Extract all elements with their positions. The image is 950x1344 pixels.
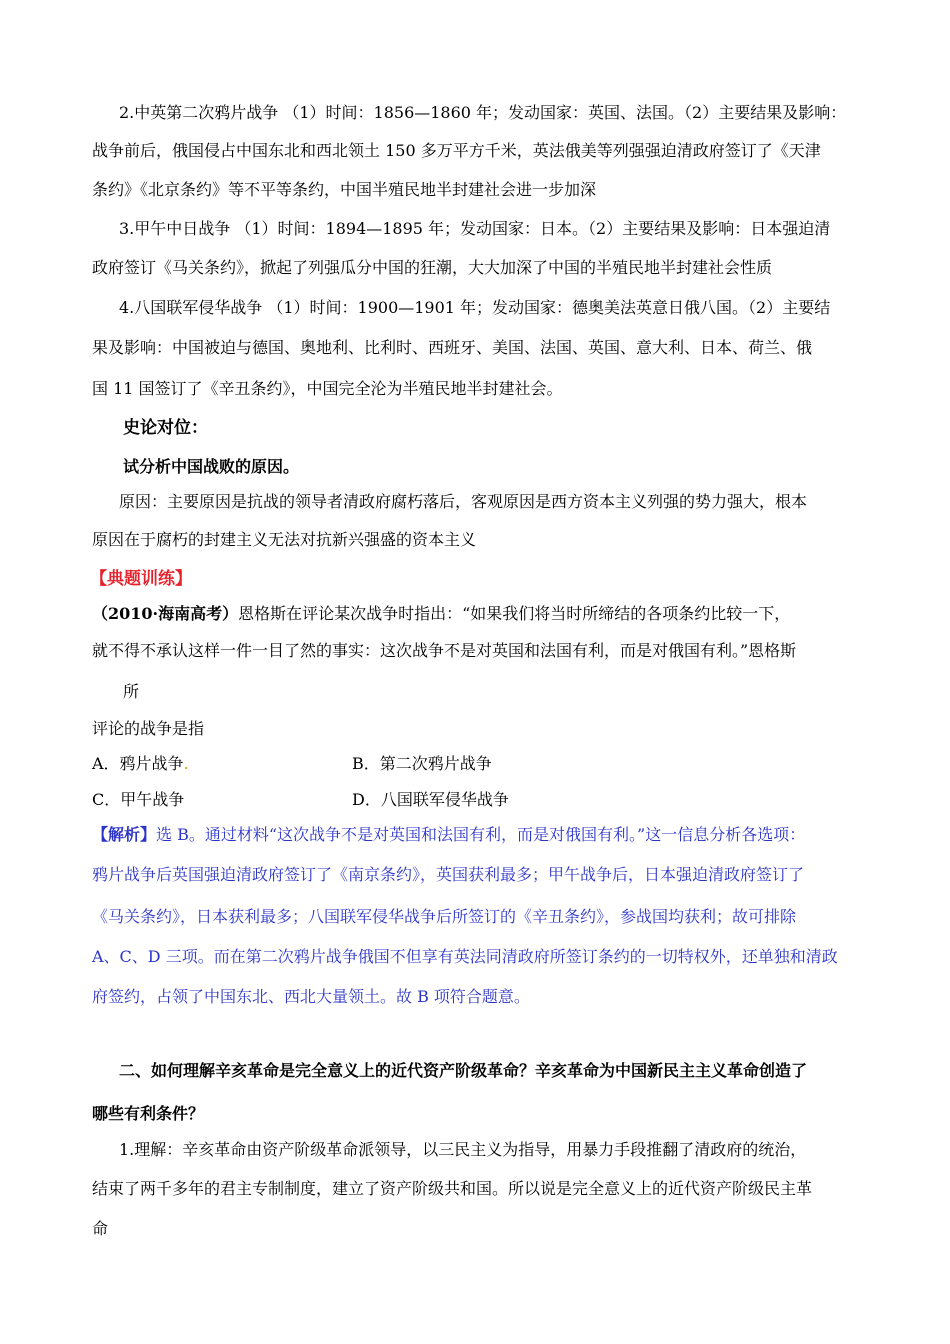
- war3-line1: 3.甲午中日战争 （1）时间：1894—1895 年；发动国家：日本。（2）主要结果及影响：日本强迫清: [119, 219, 831, 238]
- shilun-answer-line1: 原因：主要原因是抗战的领导者清政府腐朽落后，客观原因是西方资本主义列强的势力强大，根本: [119, 492, 808, 511]
- war4-line2: 果及影响：中国被迫与德国、奥地利、比利时、西班牙、美国、法国、英国、意大利、日本、荷兰、俄: [92, 338, 813, 357]
- question-text-1: 恩格斯在评论某次战争时指出：“如果我们将当时所缔结的各项条约比较一下，: [238, 604, 791, 623]
- war2-line2: 战争前后，俄国侵占中国东北和西北领土 150 多万平方千米，英法俄美等列强强迫清政府签订了《天津: [92, 141, 821, 160]
- dianti-question-line4: 评论的战争是指: [92, 719, 205, 738]
- shilun-heading: 史论对位：: [123, 418, 208, 438]
- shilun-question: 试分析中国战败的原因。: [123, 457, 300, 476]
- section2-title-line1: 二、如何理解辛亥革命是完全意义上的近代资产阶级革命？辛亥革命为中国新民主主义革命创造了: [119, 1061, 808, 1080]
- jiexi-text-1: 选 B。通过材料“这次战争不是对英国和法国有利，而是对俄国有利。”这一信息分析各选项：: [156, 825, 806, 844]
- jiexi-line2: 鸦片战争后英国强迫清政府签订了《南京条约》，英国获利最多；甲午战争后，日本强迫清政府签订了: [92, 865, 805, 884]
- jiexi-label: 【解析】: [92, 825, 157, 844]
- option-b: B．第二次鸦片战争: [352, 754, 492, 773]
- shilun-answer-line2: 原因在于腐朽的封建主义无法对抗新兴强盛的资本主义: [92, 530, 477, 549]
- jiexi-line4: A、C、D 三项。而在第二次鸦片战争俄国不但享有英法同清政府所签订条约的一切特权外，还单独和清政: [92, 947, 838, 966]
- section2-title-line2: 哪些有利条件？: [92, 1104, 205, 1123]
- jiexi-line5: 府签约，占领了中国东北、西北大量领土。故 B 项符合题意。: [92, 987, 530, 1006]
- war3-line2: 政府签订《马关条约》，掀起了列强瓜分中国的狂潮，大大加深了中国的半殖民地半封建社会性质: [92, 258, 773, 277]
- section2-para-line3: 命: [92, 1219, 109, 1238]
- option-a-text: A．鸦片战争: [92, 754, 184, 773]
- jiexi-line3: 《马关条约》，日本获利最多；八国联军侵华战争后所签订的《辛丑条约》，参战国均获利；故可排除: [92, 907, 797, 926]
- option-a-dot: .: [183, 754, 189, 773]
- section2-para-line1: 1.理解：辛亥革命由资产阶级革命派领导，以三民主义为指导，用暴力手段推翻了清政府的统治，: [119, 1140, 807, 1159]
- section2-para-line2: 结束了两千多年的君主专制制度，建立了资产阶级共和国。所以说是完全意义上的近代资产阶级民主革: [92, 1179, 813, 1198]
- option-c: C．甲午战争: [92, 790, 185, 809]
- question-source: （2010·海南高考）: [92, 604, 239, 623]
- dianti-question-line1: [92, 603, 790, 625]
- dianti-question-line3: 所: [123, 682, 140, 701]
- option-a: [92, 753, 189, 775]
- dianti-heading: 【典题训练】: [90, 569, 192, 589]
- option-d: D．八国联军侵华战争: [352, 790, 509, 809]
- war2-line1: 2.中英第二次鸦片战争 （1）时间：1856—1860 年；发动国家：英国、法国。（2）主要结果及影响：: [119, 103, 847, 122]
- jiexi-line1: [92, 824, 805, 846]
- war4-line3: 国 11 国签订了《辛丑条约》，中国完全沦为半殖民地半封建社会。: [92, 379, 563, 398]
- war2-line3: 条约》《北京条约》等不平等条约，中国半殖民地半封建社会进一步加深: [92, 180, 597, 199]
- war4-line1: 4.八国联军侵华战争 （1）时间：1900—1901 年；发动国家：德奥美法英意日俄八国。（2）主要结: [119, 298, 831, 317]
- dianti-question-line2: 就不得不承认这样一件一目了然的事实：这次战争不是对英国和法国有利，而是对俄国有利。”恩格斯: [92, 641, 797, 660]
